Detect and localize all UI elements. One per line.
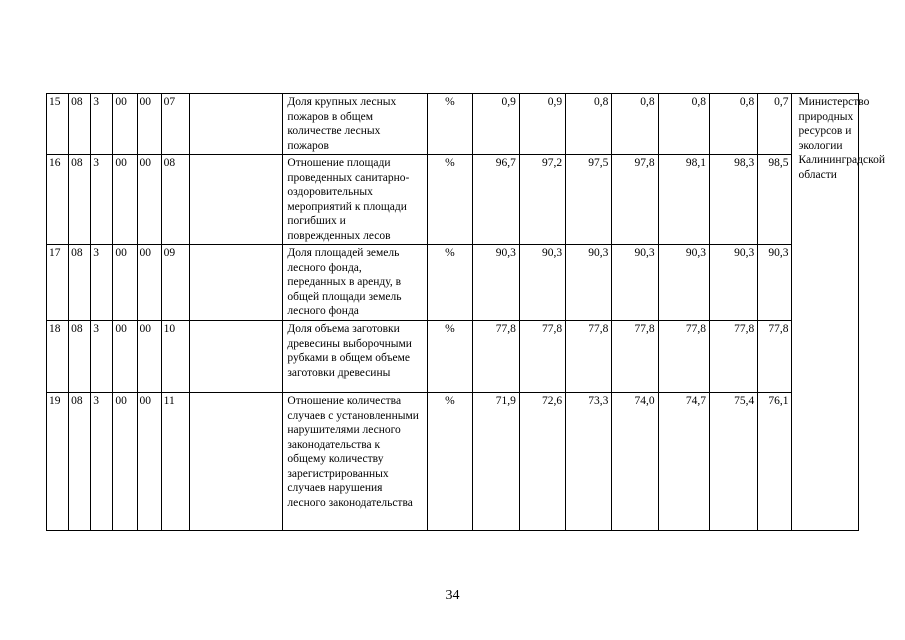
- cell-value: 77,8: [658, 321, 709, 393]
- cell-code1: 08: [69, 155, 91, 245]
- cell-value: 76,1: [758, 393, 792, 531]
- cell-code5: 10: [161, 321, 189, 393]
- cell-code5: 11: [161, 393, 189, 531]
- cell-indicator: Отношение площади проведенных санитарно-оздоровительных мероприятий к площади погибших и поврежденных лесов: [283, 155, 428, 245]
- cell-code1: 08: [69, 321, 91, 393]
- cell-code3: 00: [113, 393, 137, 531]
- page-number: 34: [445, 588, 460, 603]
- cell-value: 0,9: [472, 94, 519, 155]
- cell-code2: 3: [91, 94, 113, 155]
- cell-value: 97,2: [519, 155, 565, 245]
- cell-value: 90,3: [519, 245, 565, 321]
- cell-responsible: Министерство природных ресурсов и экологии Калининградской области: [792, 94, 859, 531]
- table-row: [47, 321, 859, 393]
- cell-indicator: Отношение количества случаев с установленными нарушителями лесного законодательства к общему количеству зарегистрированных случаев нарушения лесного законодательства: [283, 393, 428, 531]
- cell-code4: 00: [137, 245, 161, 321]
- indicators-table: [46, 93, 885, 531]
- cell-indicator: Доля площадей земель лесного фонда, переданных в аренду, в общей площади земель лесного фонда: [283, 245, 428, 321]
- cell-code2: 3: [91, 155, 113, 245]
- cell-value: 90,3: [566, 245, 612, 321]
- cell-code3: 00: [113, 94, 137, 155]
- cell-value: 97,8: [612, 155, 658, 245]
- cell-code2: 3: [91, 321, 113, 393]
- cell-code4: 00: [137, 155, 161, 245]
- cell-value: 0,9: [519, 94, 565, 155]
- cell-unit: %: [428, 245, 472, 321]
- cell-value: 90,3: [709, 245, 757, 321]
- cell-value: 73,3: [566, 393, 612, 531]
- cell-unit: %: [428, 155, 472, 245]
- cell-value: 0,8: [709, 94, 757, 155]
- cell-empty: [189, 245, 283, 321]
- cell-code4: 00: [137, 94, 161, 155]
- cell-value: 77,8: [709, 321, 757, 393]
- cell-empty: [189, 155, 283, 245]
- table-row: [47, 245, 859, 321]
- cell-value: 77,8: [758, 321, 792, 393]
- cell-value: 71,9: [472, 393, 519, 531]
- cell-value: 77,8: [519, 321, 565, 393]
- cell-indicator: Доля объема заготовки древесины выборочными рубками в общем объеме заготовки древесины: [283, 321, 428, 393]
- cell-value: 98,1: [658, 155, 709, 245]
- cell-unit: %: [428, 321, 472, 393]
- cell-code5: 07: [161, 94, 189, 155]
- cell-value: 77,8: [612, 321, 658, 393]
- cell-code3: 00: [113, 155, 137, 245]
- table-row: [47, 393, 859, 531]
- cell-value: 96,7: [472, 155, 519, 245]
- table-row: [47, 155, 859, 245]
- cell-value: 90,3: [758, 245, 792, 321]
- cell-value: 0,7: [758, 94, 792, 155]
- cell-no: 18: [47, 321, 69, 393]
- cell-value: 74,7: [658, 393, 709, 531]
- cell-value: 72,6: [519, 393, 565, 531]
- cell-value: 90,3: [612, 245, 658, 321]
- cell-indicator: Доля крупных лесных пожаров в общем количестве лесных пожаров: [283, 94, 428, 155]
- cell-code4: 00: [137, 321, 161, 393]
- cell-empty: [189, 393, 283, 531]
- cell-value: 0,8: [658, 94, 709, 155]
- cell-value: 74,0: [612, 393, 658, 531]
- cell-value: 97,5: [566, 155, 612, 245]
- cell-value: 90,3: [472, 245, 519, 321]
- cell-value: 98,5: [758, 155, 792, 245]
- cell-code5: 09: [161, 245, 189, 321]
- cell-code1: 08: [69, 393, 91, 531]
- table-body: [47, 94, 885, 531]
- table-row: [47, 94, 859, 155]
- cell-no: 19: [47, 393, 69, 531]
- cell-value: 77,8: [566, 321, 612, 393]
- cell-code1: 08: [69, 245, 91, 321]
- cell-empty: [189, 321, 283, 393]
- cell-unit: %: [428, 393, 472, 531]
- cell-unit: %: [428, 94, 472, 155]
- cell-code3: 00: [113, 321, 137, 393]
- cell-value: 98,3: [709, 155, 757, 245]
- cell-code1: 08: [69, 94, 91, 155]
- cell-code3: 00: [113, 245, 137, 321]
- cell-code2: 3: [91, 393, 113, 531]
- cell-value: 77,8: [472, 321, 519, 393]
- cell-no: 15: [47, 94, 69, 155]
- cell-code2: 3: [91, 245, 113, 321]
- cell-value: 0,8: [612, 94, 658, 155]
- cell-no: 17: [47, 245, 69, 321]
- indicators-table-container: [46, 93, 885, 531]
- cell-value: 0,8: [566, 94, 612, 155]
- cell-value: 75,4: [709, 393, 757, 531]
- cell-code4: 00: [137, 393, 161, 531]
- cell-no: 16: [47, 155, 69, 245]
- cell-empty: [189, 94, 283, 155]
- cell-value: 90,3: [658, 245, 709, 321]
- cell-code5: 08: [161, 155, 189, 245]
